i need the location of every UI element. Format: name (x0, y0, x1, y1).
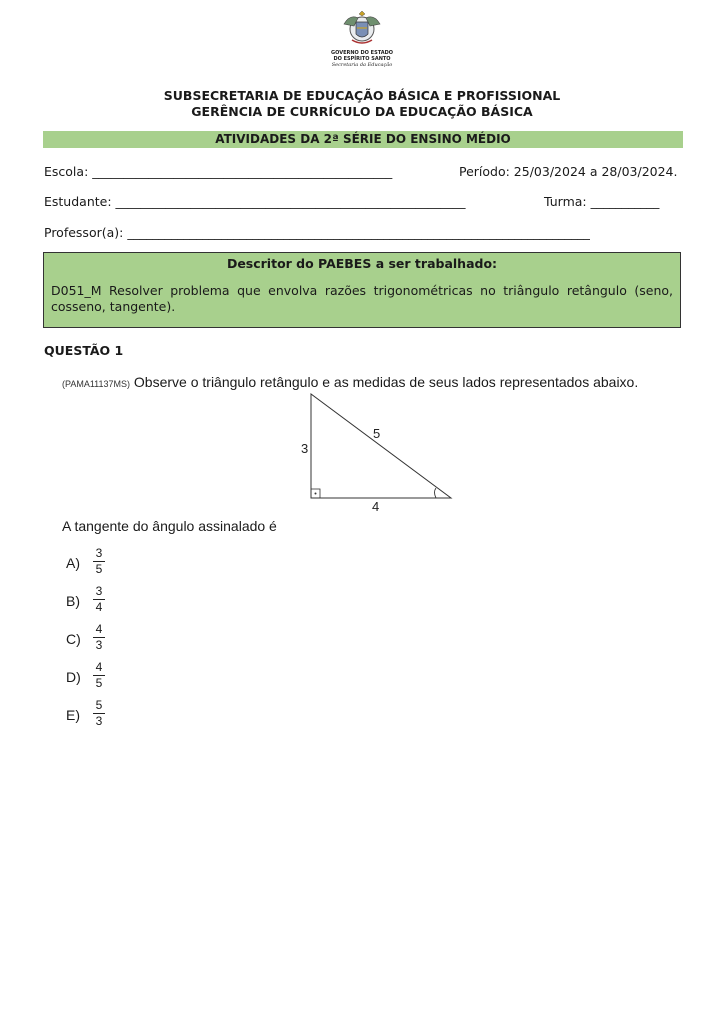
logo-line-1: GOVERNO DO ESTADO (331, 50, 393, 56)
descriptor-title: Descritor do PAEBES a ser trabalhado: (226, 256, 498, 271)
class-field[interactable]: Turma: ___________ (544, 194, 660, 209)
state-logo (322, 10, 402, 80)
logo-subtitle: Secretaria da Educação (331, 62, 393, 68)
right-angle-dot (315, 493, 317, 495)
option-letter: E) (66, 707, 80, 723)
school-field[interactable]: Escola: ________________________________________________ (44, 164, 393, 179)
option-fraction: $\frac{5}{3}$ (93, 699, 105, 728)
coat-of-arms-icon (340, 10, 384, 50)
teacher-field[interactable]: Professor(a): __________________________________________________________________________ (44, 225, 590, 240)
option-letter: D) (66, 669, 81, 685)
triangle-outline (311, 394, 451, 498)
option-letter: A) (66, 555, 80, 571)
option-letter: B) (66, 593, 80, 609)
option-fraction: $\frac{4}{5}$ (93, 661, 105, 690)
activities-banner: ATIVIDADES DA 2ª SÉRIE DO ENSINO MÉDIO (43, 131, 683, 148)
option-fraction: $\frac{3}{5}$ (93, 547, 105, 576)
period-label: Período: 25/03/2024 a 28/03/2024. (459, 164, 678, 179)
vertical-side-label: 3 (301, 441, 309, 456)
question-intro-text: Observe o triângulo retângulo e as medidas de seus lados representados abaixo. (133, 374, 639, 390)
horizontal-side-label: 4 (372, 499, 380, 514)
question-title: QUESTÃO 1 (44, 343, 124, 358)
marked-angle-arc (435, 488, 437, 498)
descriptor-box (43, 252, 681, 328)
right-triangle-figure (290, 388, 470, 518)
question-code: (PAMA11137MS) (62, 379, 131, 389)
header-subsecretaria: SUBSECRETARIA DE EDUCAÇÃO BÁSICA E PROFISSIONAL (163, 88, 561, 103)
hypotenuse-label: 5 (373, 426, 381, 441)
question-prompt: A tangente do ângulo assinalado é (62, 518, 277, 534)
option-letter: C) (66, 631, 81, 647)
header-gerencia: GERÊNCIA DE CURRÍCULO DA EDUCAÇÃO BÁSICA (191, 104, 533, 119)
logo-line-2: DO ESPÍRITO SANTO (333, 56, 391, 62)
student-field[interactable]: Estudante: ________________________________________________________ (44, 194, 466, 209)
option-fraction: $\frac{4}{3}$ (93, 623, 105, 652)
option-fraction: $\frac{3}{4}$ (93, 585, 105, 614)
descriptor-text: D051_M Resolver problema que envolva razões trigonométricas no triângulo retângulo (seno, cosseno, tangente). (51, 283, 673, 314)
